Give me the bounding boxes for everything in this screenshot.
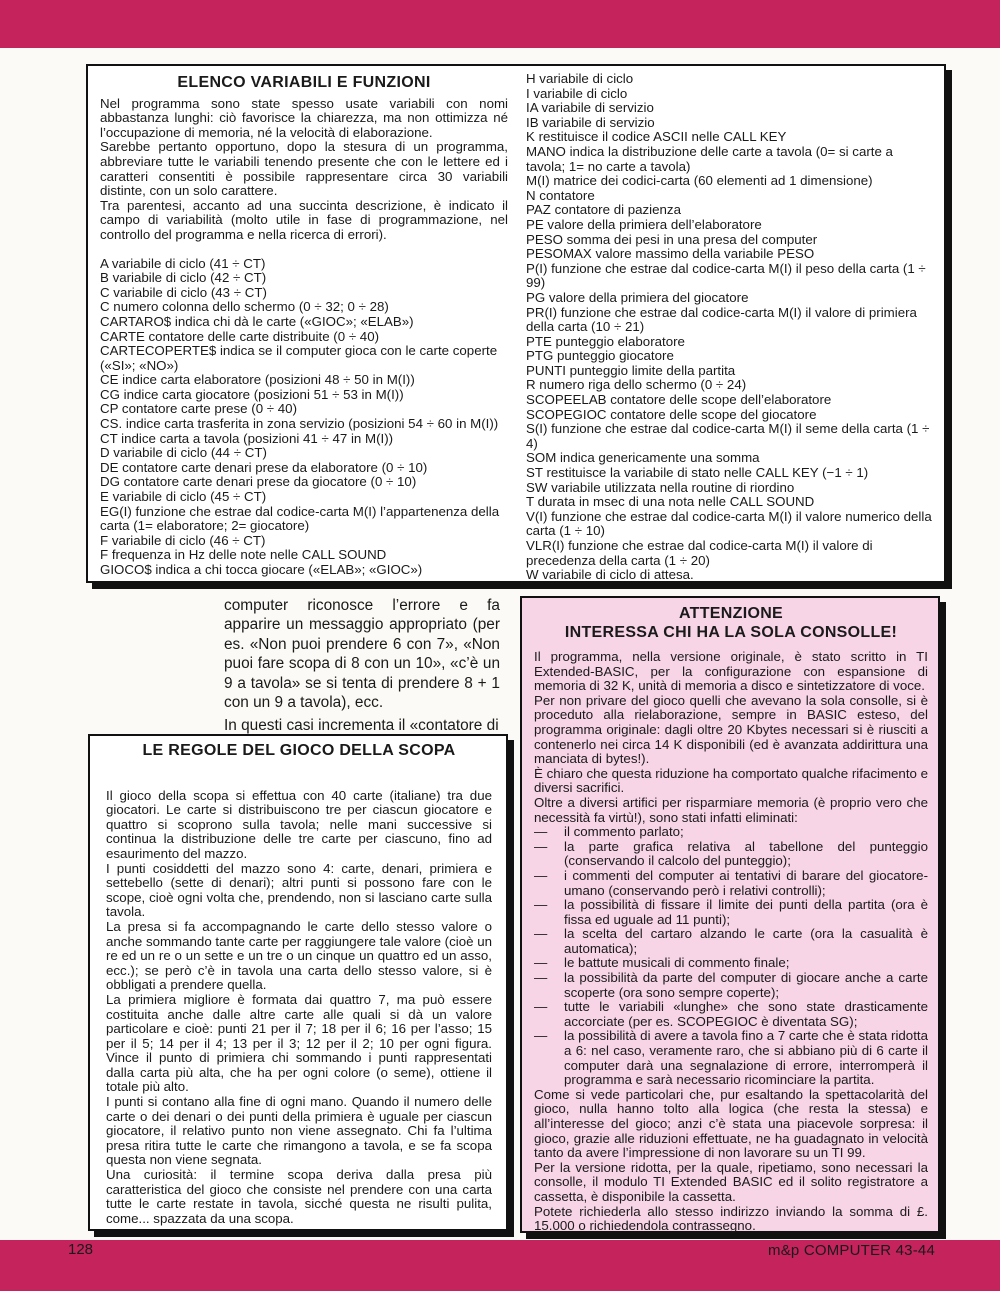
attention-title-line-2: INTERESSA CHI HA LA SOLA CONSOLLE! <box>564 624 898 641</box>
rules-box <box>88 734 508 1231</box>
variable-entry: W variabile di ciclo di attesa. <box>526 567 694 583</box>
variable-entry: VLR(I) funzione che estrae dal codice-carta M(I) il valore di precedenza della carta (1 ÷ 20) <box>526 538 873 568</box>
list-dash: — <box>534 867 548 883</box>
variable-entry: C variabile di ciclo (43 ÷ CT) <box>100 284 267 300</box>
rules-paragraph: Una curiosità: il termine scopa deriva dalla presa più caratteristica del gioco che consiste nel prendere con una carta tutte le carte restate in tavola, sicché questa ne risulti pulita, come... spazzata da una scopa. <box>106 1167 492 1226</box>
rules-content <box>106 744 492 1226</box>
attention-paragraph: È chiaro che questa riduzione ha comportato qualche rifacimento e diversi sacrifici. <box>534 765 928 796</box>
variable-entry: PESO somma dei pesi in una presa del computer <box>526 231 818 247</box>
variable-entry: M(I) matrice dei codici-carta (60 elementi ad 1 dimensione) <box>526 173 873 189</box>
removed-feature-item <box>534 956 928 971</box>
variable-entry: R numero riga dello schermo (0 ÷ 24) <box>526 377 747 393</box>
variables-right-column <box>526 72 934 583</box>
rules-paragraph: Il gioco della scopa si effettua con 40 carte (italiane) tra due giocatori. Le carte si distribuiscono tre per ciascun giocatore e quattro si scoprono sulla tavola; nelle mani successive si continua la distribuzione delle tre carte per ciascuno, fino ad esaurimento del mazzo. <box>106 787 492 861</box>
variable-entry: E variabile di ciclo (45 ÷ CT) <box>100 489 267 505</box>
intro-paragraph: Sarebbe pertanto opportuno, dopo la stesura di un programma, abbreviare tutte le variabili tenendo presente che con le lettere ed i caratteri consentiti è possibile rappresentare circa 30 variabili distinte, con un solo carattere. <box>100 139 508 199</box>
removed-feature-item <box>534 869 928 898</box>
attention-paragraph: Oltre a diversi artifici per risparmiare memoria (è proprio vero che necessità fa virtù!), sono stati infatti eliminati: <box>534 794 928 825</box>
variable-entry: PR(I) funzione che estrae dal codice-carta M(I) il valore di primiera della carta (10 ÷ 21) <box>526 304 917 335</box>
magazine-name: m&p COMPUTER 43-44 <box>768 1242 935 1259</box>
rules-paragraph: La presa si fa accompagnando le carte dello stesso valore o anche sommando tante carte per raggiungere tale valore (cioè un re ed un re o un sette e un tre o un cinque un quattro ed un asso, ecc.); se però c’è in tavola una carta dello stesso valore, si è obbligati a prendere quella. <box>106 918 492 993</box>
variable-entry: CARTECOPERTE$ indica se il computer gioca con le carte coperte («SI»; «NO») <box>100 343 498 373</box>
variables-intro <box>100 97 508 243</box>
variable-entry: S(I) funzione che estrae dal codice-carta M(I) il seme della carta (1 ÷ 4) <box>526 421 930 451</box>
removed-feature-item <box>534 840 928 869</box>
attention-paragraph: Per non privare del gioco quelli che avevano la sola consolle, si è proceduto alla rielaborazione, sempre in BASIC esteso, del programma originale: dagli oltre 20 Kbytes necessari si è riusciti a contenerlo nei circa 14 K disponibili (ed è avanzata addirittura una manciata di bytes!). <box>534 692 928 767</box>
variable-entry: DG contatore carte denari prese da giocatore (0 ÷ 10) <box>100 474 417 490</box>
list-dash: — <box>534 955 548 971</box>
attention-title-line-1: ATTENZIONE <box>678 605 784 622</box>
variable-entry: T durata in msec di una nota nelle CALL SOUND <box>526 494 815 510</box>
variable-entry: CG indice carta giocatore (posizioni 51 ÷ 53 in M(I)) <box>100 386 404 402</box>
rules-paragraph: I punti cosiddetti del mazzo sono 4: carte, denari, primiera e settebello (sette di denari); altri punti si possono fare con le scope, cioè ogni volta che, prendendo, non si lasciano carte sulla tavola. <box>106 860 492 920</box>
removed-feature-text: le battute musicali di commento finale; <box>564 955 790 971</box>
attention-content <box>534 604 928 1234</box>
rules-paragraph: I punti si contano alla fine di ogni mano. Quando il numero delle carte o dei denari o dei punti della primiera è uguale per ciascun giocatore, il relativo punto non viene assegnato. Chi fa l’ultima presa ritira tutte le carte che rimangono a tavola, e se fa scopa questa non viene segnata. <box>106 1094 492 1168</box>
attention-title <box>534 604 928 642</box>
variable-entry: DE contatore carte denari prese da elaboratore (0 ÷ 10) <box>100 459 428 475</box>
list-dash: — <box>534 1028 548 1044</box>
variable-entry: F frequenza in Hz delle note nelle CALL SOUND <box>100 547 387 563</box>
variable-entry: PTE punteggio elaboratore <box>526 333 685 349</box>
removed-feature-text: la possibilità da parte del computer di giocare anche a carte scoperte (ora sono sempre coperte); <box>564 970 928 1000</box>
variable-entry: SOM indica genericamente una somma <box>526 450 760 466</box>
list-dash: — <box>534 926 548 942</box>
removed-feature-item <box>534 1029 928 1087</box>
variable-entry: ST restituisce la variabile di stato nelle CALL KEY (−1 ÷ 1) <box>526 465 869 481</box>
rules-title: LE REGOLE DEL GIOCO DELLA SCOPA <box>142 742 456 759</box>
variables-left-column <box>100 76 508 578</box>
variable-entry: SW variabile utilizzata nella routine di riordino <box>526 479 795 495</box>
variable-entry: I variabile di ciclo <box>526 85 628 101</box>
intro-paragraph: Nel programma sono state spesso usate variabili con nomi abbastanza lunghi: ciò favorisce la chiarezza, ma non ottimizza né l’occupazione di memoria, né la velocità di elaborazione. <box>100 95 508 140</box>
variables-title: ELENCO VARIABILI E FUNZIONI <box>177 74 431 91</box>
article-paragraph: In questi casi incrementa il «contatore di <box>224 717 499 735</box>
intro-paragraph: Tra parentesi, accanto ad una succinta descrizione, è indicato il campo di variabilità (molto utile in fase di programmazione, nel controllo del programma e nella ricerca di errori). <box>100 197 508 242</box>
variable-entry: CE indice carta elaboratore (posizioni 48 ÷ 50 in M(I)) <box>100 372 415 388</box>
removed-feature-text: la possibilità di fissare il limite dei punti della partita (ora è fissa ed uguale ad 11 punti); <box>564 897 928 927</box>
variable-entry: B variabile di ciclo (42 ÷ CT) <box>100 270 267 286</box>
variable-entry: MANO indica la distribuzione delle carte a tavola (0= si carte a tavola; 1= no carte a tavola) <box>526 143 893 174</box>
variable-entry: CARTARO$ indica chi dà le carte («GIOC»; «ELAB») <box>100 313 414 329</box>
variables-list-right <box>526 72 934 583</box>
attention-removed-list <box>534 825 928 1088</box>
variable-entry: C numero colonna dello schermo (0 ÷ 32; 0 ÷ 28) <box>100 299 389 315</box>
variable-entry: IA variabile di servizio <box>526 100 654 116</box>
variable-entry: IB variabile di servizio <box>526 114 655 130</box>
removed-feature-text: tutte le variabili «lunghe» che sono state drasticamente accorciate (per es. SCOPEGIOC è diventata SG); <box>564 999 928 1029</box>
variable-entry: K restituisce il codice ASCII nelle CALL KEY <box>526 129 787 145</box>
removed-feature-item <box>534 971 928 1000</box>
top-color-band <box>0 0 1000 48</box>
variable-entry: PUNTI punteggio limite della partita <box>526 362 736 378</box>
removed-feature-text: la scelta del cartaro alzando le carte (ora la casualità è automatica); <box>564 926 928 956</box>
variables-list-left <box>100 257 508 578</box>
variable-entry: CP contatore carte prese (0 ÷ 40) <box>100 401 297 417</box>
attention-paragraph: Potete richiederla allo stesso indirizzo inviando la somma di £. 15.000 o richiedendola contrassegno. <box>534 1203 928 1234</box>
variable-entry: PAZ contatore di pazienza <box>526 202 681 218</box>
removed-feature-text: il commento parlato; <box>564 824 684 840</box>
variable-entry: D variabile di ciclo (44 ÷ CT) <box>100 445 267 461</box>
list-dash: — <box>534 999 548 1015</box>
variable-entry: PESOMAX valore massimo della variabile PESO <box>526 246 815 262</box>
list-dash: — <box>534 824 548 840</box>
variable-entry: PE valore della primiera dell’elaboratore <box>526 216 762 232</box>
variable-entry: GIOCO$ indica a chi tocca giocare («ELAB»; «GIOC») <box>100 562 423 577</box>
attention-paragraph: Come si vede particolari che, pur esaltando la spettacolarità del gioco, nulla hanno tolto alla logica (che resta la stessa) e all’interesse del gioco; anzi c’è stata una piacevole sorpresa: il gioco, grazie alle riduzioni effettuate, ne ha guadagnato in velocità tanto da avere l’impressione di non lavorare su un TI 99. <box>534 1086 928 1161</box>
variable-entry: P(I) funzione che estrae dal codice-carta M(I) il peso della carta (1 ÷ 99) <box>526 260 926 291</box>
variable-entry: CS. indice carta trasferita in zona servizio (posizioni 54 ÷ 60 in M(I)) <box>100 416 499 432</box>
attention-paragraph: Il programma, nella versione originale, è stato scritto in TI Extended-BASIC, per la configurazione con espansione di memoria di 32 K, unità di memoria a disco e sintetizzatore di voce. <box>534 649 928 694</box>
variable-entry: H variabile di ciclo <box>526 71 634 86</box>
rules-paragraph: La primiera migliore è formata dai quattro 7, ma può essere costituita anche dalle altre carte alle quali si dà un valore particolare e cioè: punti 21 per il 7; 18 per il 6; 16 per l’asso; 15 per il 5; 14 per il 4; 13 per il 3; 12 per il 2; 10 per ogni figura. Vince il punto di primiera chi sommando i punti rappresentati dalla carta più alta, che ha per ogni colore (o seme), ottiene il totale più alto. <box>106 991 492 1095</box>
article-paragraph: computer riconosce l’errore e fa apparire un messaggio appropriato (per es. «Non puoi prendere 6 con 7», «Non puoi fare scopa di 8 con un 10», «c’è un 9 a tavola» se si tenta di prendere 8 + 1 con un 9 a tavola), ecc. <box>224 597 500 712</box>
article-continuation <box>224 596 500 736</box>
removed-feature-text: i commenti del computer ai tentativi di barare del giocatore-umano (conservando però i relativi controlli); <box>564 867 928 898</box>
attention-box <box>520 596 940 1233</box>
variable-entry: F variabile di ciclo (46 ÷ CT) <box>100 532 266 548</box>
page-number: 128 <box>68 1241 94 1258</box>
variable-entry: SCOPEGIOC contatore delle scope del giocatore <box>526 406 817 422</box>
variable-entry: PTG punteggio giocatore <box>526 348 674 364</box>
attention-paragraph: Per la versione ridotta, per la quale, ripetiamo, sono necessari la consolle, il modulo TI Extended BASIC ed il solito registratore a cassetta, è disponibile la cassetta. <box>534 1159 928 1204</box>
list-dash: — <box>534 838 548 854</box>
removed-feature-item <box>534 1000 928 1029</box>
attention-intro <box>534 650 928 825</box>
variable-entry: PG valore della primiera del giocatore <box>526 289 749 305</box>
rules-text <box>106 789 492 1227</box>
removed-feature-text: la possibilità di avere a tavola fino a 7 carte che è stata ridotta a 6: nel caso, veramente raro, che si abbiano più di 6 carte il computer darà una segnalazione di errore, interromperà il programma e sarà necessario ricominciare la partita. <box>564 1028 928 1088</box>
removed-feature-item <box>534 927 928 956</box>
list-dash: — <box>534 897 548 913</box>
attention-conclusion <box>534 1088 928 1234</box>
variable-entry: SCOPEELAB contatore delle scope dell’elaboratore <box>526 392 832 408</box>
variable-entry: EG(I) funzione che estrae dal codice-carta M(I) l’appartenenza della carta (1= elaboratore; 2= giocatore) <box>100 503 500 534</box>
removed-feature-item <box>534 898 928 927</box>
variables-box <box>86 64 946 583</box>
removed-feature-item <box>534 825 928 840</box>
variable-entry: V(I) funzione che estrae dal codice-carta M(I) il valore numerico della carta (1 ÷ 10) <box>526 508 932 539</box>
variable-entry: CARTE contatore delle carte distribuite (0 ÷ 40) <box>100 328 380 344</box>
variable-entry: CT indice carta a tavola (posizioni 41 ÷ 47 in M(I)) <box>100 430 394 446</box>
list-dash: — <box>534 970 548 986</box>
variable-entry: N contatore <box>526 187 595 203</box>
removed-feature-text: la parte grafica relativa al tabellone del punteggio (conservando il calcolo del punteggio); <box>564 838 928 869</box>
variable-entry: A variabile di ciclo (41 ÷ CT) <box>100 255 266 271</box>
